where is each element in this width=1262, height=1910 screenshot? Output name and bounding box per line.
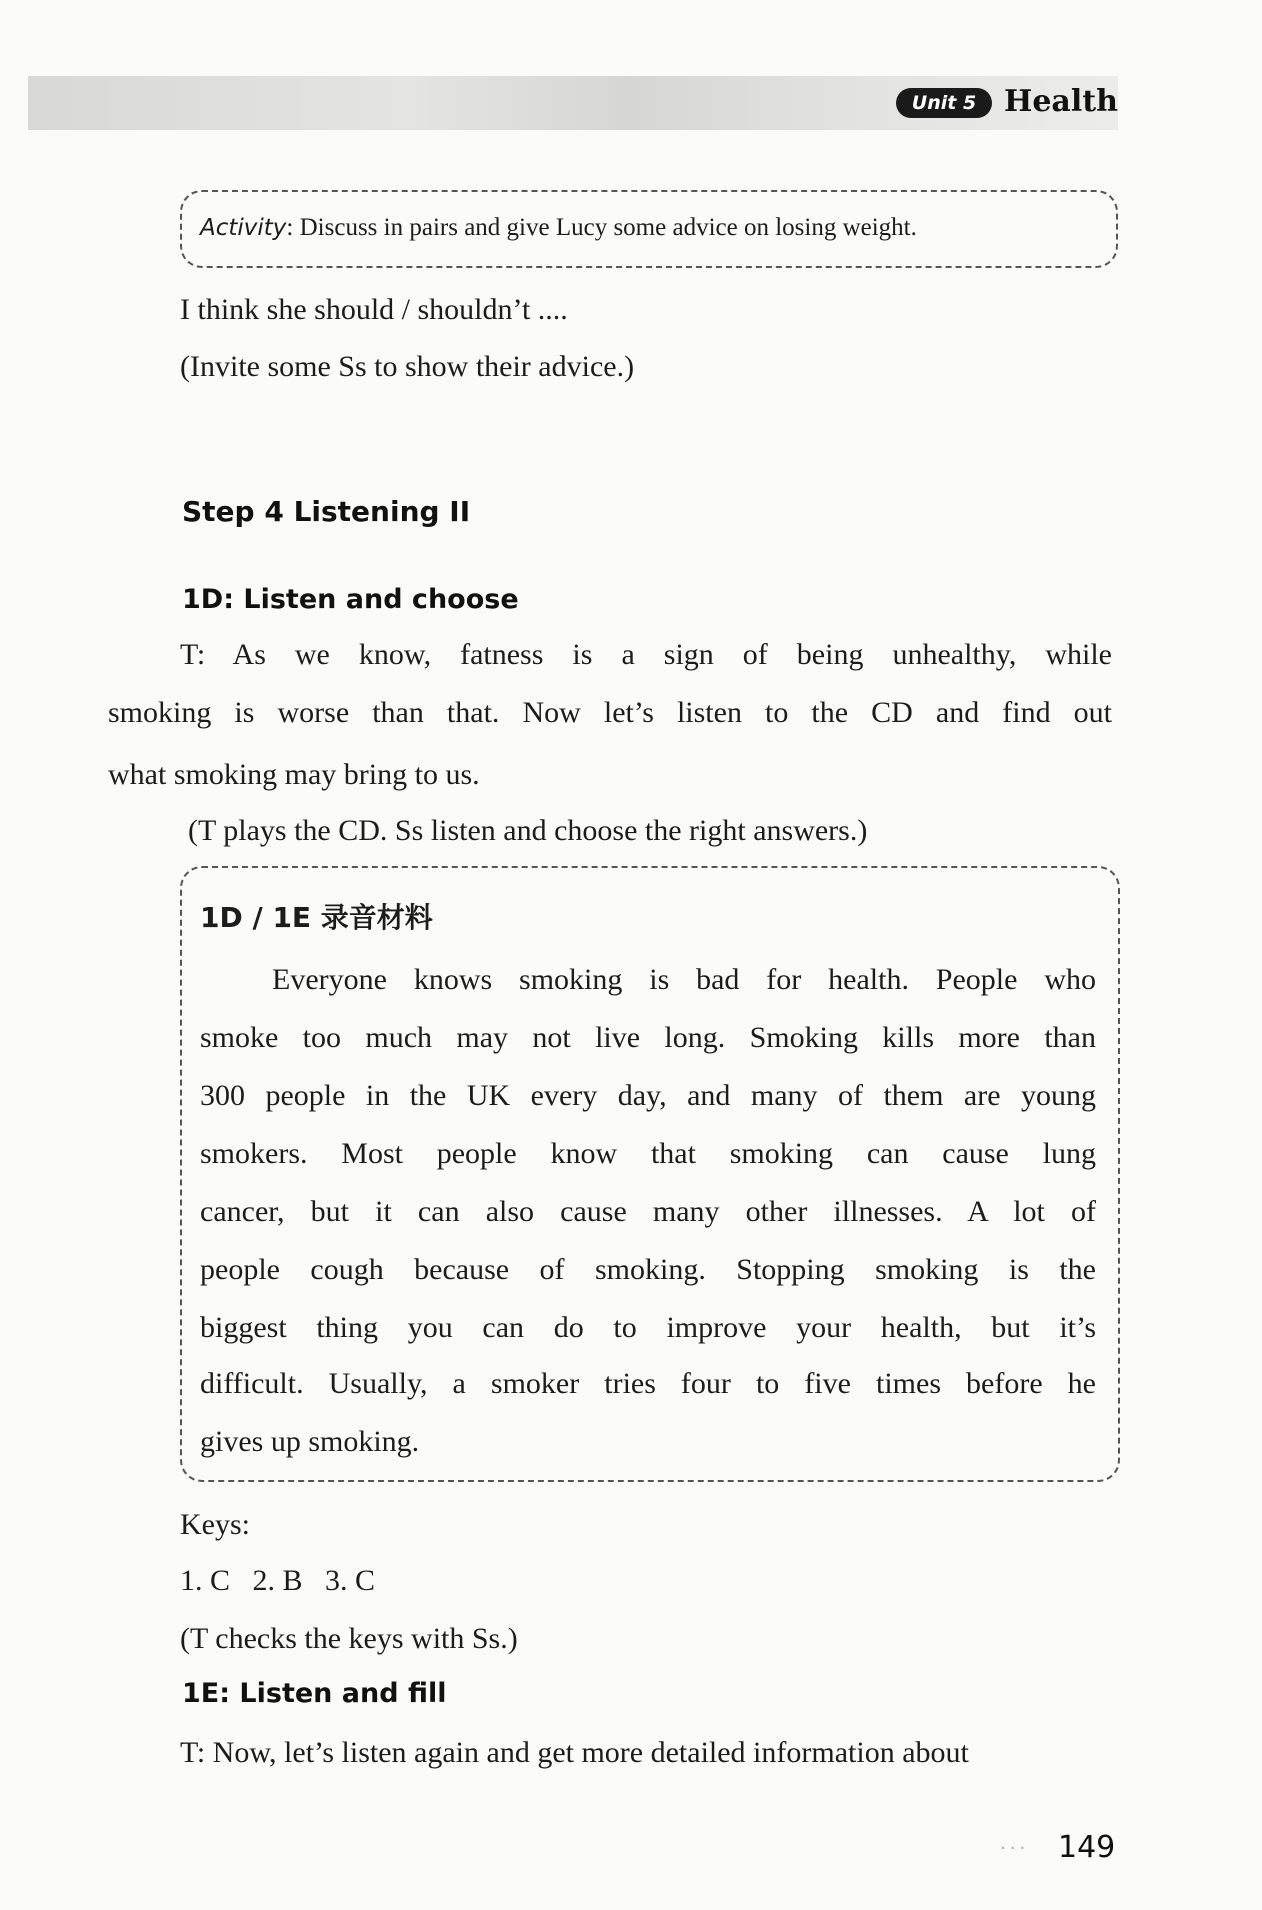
unit-badge: Unit 5 bbox=[896, 88, 992, 118]
activity-label: Activity bbox=[200, 215, 287, 241]
section-1d-line-3: what smoking may bring to us. bbox=[108, 758, 480, 791]
script-line-8: difficult. Usually, a smoker tries four to five times before he bbox=[200, 1367, 1096, 1400]
section-1d-heading: 1D: Listen and choose bbox=[182, 584, 519, 615]
script-line-3: 300 people in the UK every day, and many of them are young bbox=[200, 1079, 1096, 1112]
header-title: Health bbox=[1004, 84, 1118, 119]
activity-instruction: : Discuss in pairs and give Lucy some advice on losing weight. bbox=[286, 214, 917, 241]
section-1e-heading: 1E: Listen and fill bbox=[182, 1678, 447, 1709]
intro-line-1: I think she should / shouldn’t .... bbox=[180, 293, 568, 326]
page-dots: ··· bbox=[1000, 1838, 1030, 1859]
page-number: 149 bbox=[1058, 1830, 1116, 1865]
script-line-6: people cough because of smoking. Stopping smoking is the bbox=[200, 1253, 1096, 1286]
section-1e-line-1: T: Now, let’s listen again and get more detailed information about bbox=[180, 1736, 969, 1769]
keys-note: (T checks the keys with Ss.) bbox=[180, 1622, 518, 1655]
activity-text bbox=[200, 208, 917, 248]
section-1d-line-1: T: As we know, fatness is a sign of being unhealthy, while bbox=[180, 638, 1112, 671]
section-1d-note: (T plays the CD. Ss listen and choose the right answers.) bbox=[188, 814, 868, 847]
intro-line-2: (Invite some Ss to show their advice.) bbox=[180, 350, 635, 383]
script-title: 1D / 1E 录音材料 bbox=[200, 901, 433, 934]
script-line-4: smokers. Most people know that smoking can cause lung bbox=[200, 1137, 1096, 1170]
script-line-5: cancer, but it can also cause many other illnesses. A lot of bbox=[200, 1195, 1096, 1228]
script-line-2: smoke too much may not live long. Smoking kills more than bbox=[200, 1021, 1096, 1054]
keys-answers: 1. C 2. B 3. C bbox=[180, 1564, 376, 1597]
keys-label: Keys: bbox=[180, 1508, 250, 1541]
script-line-7: biggest thing you can do to improve your health, but it’s bbox=[200, 1311, 1096, 1344]
script-line-9: gives up smoking. bbox=[200, 1425, 420, 1458]
section-1d-line-2: smoking is worse than that. Now let’s listen to the CD and find out bbox=[108, 696, 1112, 729]
step-heading: Step 4 Listening II bbox=[182, 495, 471, 528]
script-line-1: Everyone knows smoking is bad for health. People who bbox=[272, 963, 1096, 996]
